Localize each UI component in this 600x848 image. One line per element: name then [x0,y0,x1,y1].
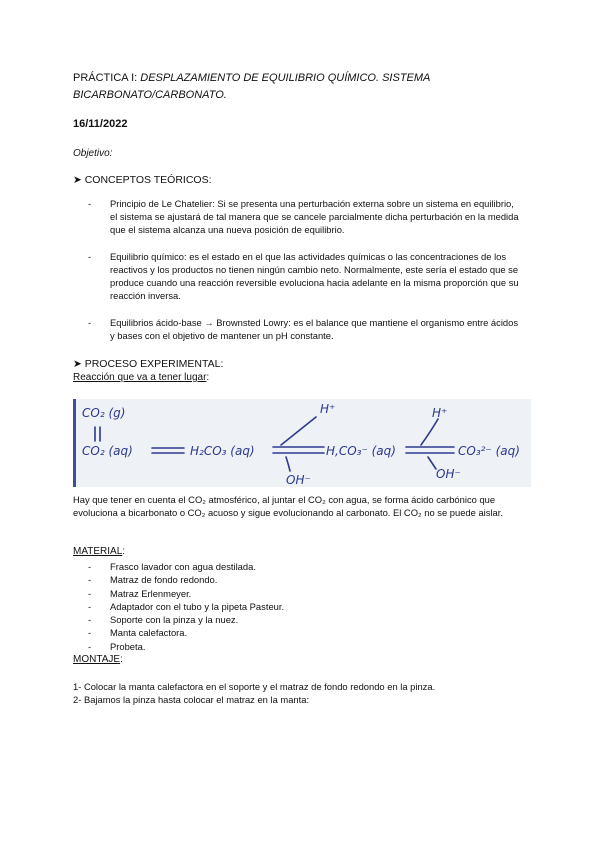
material-item: Soporte con la pinza y la nuez. [110,614,239,626]
handwritten-reaction-image [73,399,531,487]
material-label [73,546,125,557]
label-oh-minus: OH⁻ [436,467,461,481]
arrow-line [286,457,290,471]
material-item: Probeta. [110,640,146,652]
reaction-arrows [95,417,454,471]
list-item: - Equilibrios ácido-base → Brownsted Lowry: es el balance que mantiene el organismo entre ácidos y bases con el objetivo de mantener un pH constante. [88,317,519,341]
montaje-label-text: MONTAJE [73,654,121,665]
list-item: - Matraz de fondo redondo. [88,574,218,586]
list-item: - Equilibrio químico: es el estado en el que las actividades químicas o las concentraciones de los reactivos y los productos no tienen ningún cambio neto. Normalmente, este sería el estado que se produce cuando una reacción reversible evoluciona hacia adelante en la misma proporción que su reacción inversa. [88,251,519,301]
reaccion-label-text: Reacción que va a tener lugar [73,372,207,383]
objetivo-label: Objetivo: [73,148,113,159]
concept-text: Equilibrio químico: es el estado en el que las actividades químicas o las concentraciones de los reactivos y los productos no tienen ningún cambio neto. Normalmente, este sería el estado que se produce cuando una reacción reversible evoluciona hacia adelante en la misma proporción que su reacción inversa. [110,251,519,301]
material-item: Adaptador con el tubo y la pipeta Pasteur. [110,600,285,612]
label-h-plus: H⁺ [320,402,336,416]
montaje-steps [73,680,435,706]
species-co2-aq: CO₂ (aq) [82,444,133,458]
concept-text: Equilibrios ácido-base → Brownsted Lowry: es el balance que mantiene el organismo entre ácidos y bases con el objetivo de mantener un pH constante. [110,317,519,341]
species-co2-gas: CO₂ (g) [82,406,126,420]
montaje-label [73,654,123,665]
material-item: Matraz Erlenmeyer. [110,587,192,599]
list-item: - Matraz Erlenmeyer. [88,587,192,599]
title-lead: PRÁCTICA I: [73,72,141,84]
list-item: - Probeta. [88,640,146,652]
label-h-plus: H⁺ [432,406,448,420]
title-topic: DESPLAZAMIENTO DE EQUILIBRIO QUÍMICO. SISTEMA BICARBONATO/CARBONATO. [73,72,430,101]
list-item: - Principio de Le Chatelier: Si se presenta una perturbación externa sobre un sistema en equilibrio, el sistema se ajustará de tal manera que se cancele parcialmente dicha perturbación en la medida que el sistema alcanza una nueva posición de equilibrio. [88,198,519,235]
list-item: - Adaptador con el tubo y la pipeta Pasteur. [88,600,285,612]
montaje-step: 1- Colocar la manta calefactora en el soporte y el matraz de fondo redondo en la pinza. [73,681,436,692]
reaccion-colon: : [206,372,210,383]
arrow-line [421,419,438,445]
concept-text: Principio de Le Chatelier: Si se presenta una perturbación externa sobre un sistema en equilibrio, el sistema se ajustará de tal manera que se cancele parcialmente dicha perturbación en la medida que el sistema alcanza una nueva posición de equilibrio. [110,198,519,235]
conceptos-heading: ➤ CONCEPTOS TEÓRICOS: [73,174,212,186]
material-label-text: MATERIAL [73,546,123,557]
material-item: Matraz de fondo redondo. [110,574,218,586]
explanation-paragraph: Hay que tener en cuenta el CO₂ atmosférico, al juntar el CO₂ con agua, se forma ácido carbónico que evoluciona a bicarbonato o CO₂ acuoso y sigue evolucionando al carbonato. El CO₂ no se puede aislar. [73,494,503,518]
material-list [73,560,284,653]
document-date: 16/11/2022 [73,118,128,130]
species-h2co3: H₂CO₃ (aq) [190,444,255,458]
species-co3: CO₃²⁻ (aq) [458,444,520,458]
montaje-step: 2- Bajamos la pinza hasta colocar el matraz en la manta: [73,694,310,705]
montaje-colon: : [120,654,123,665]
arrow-line [281,417,316,445]
material-item: Frasco lavador con agua destilada. [110,561,256,572]
list-item: - Frasco lavador con agua destilada. [88,561,256,572]
label-oh-minus: OH⁻ [286,473,311,487]
material-colon: : [122,546,126,557]
conceptos-list [73,197,523,356]
proceso-heading: ➤ PROCESO EXPERIMENTAL: [73,358,224,370]
document-title [73,70,513,104]
reaccion-label [73,372,209,383]
arrow-line [428,457,436,469]
list-item: - Manta calefactora. [88,627,188,639]
list-item: - Soporte con la pinza y la nuez. [88,614,239,626]
species-hco3: H,CO₃⁻ (aq) [326,444,396,458]
material-item: Manta calefactora. [110,627,188,639]
reaction-drawing [76,399,531,487]
